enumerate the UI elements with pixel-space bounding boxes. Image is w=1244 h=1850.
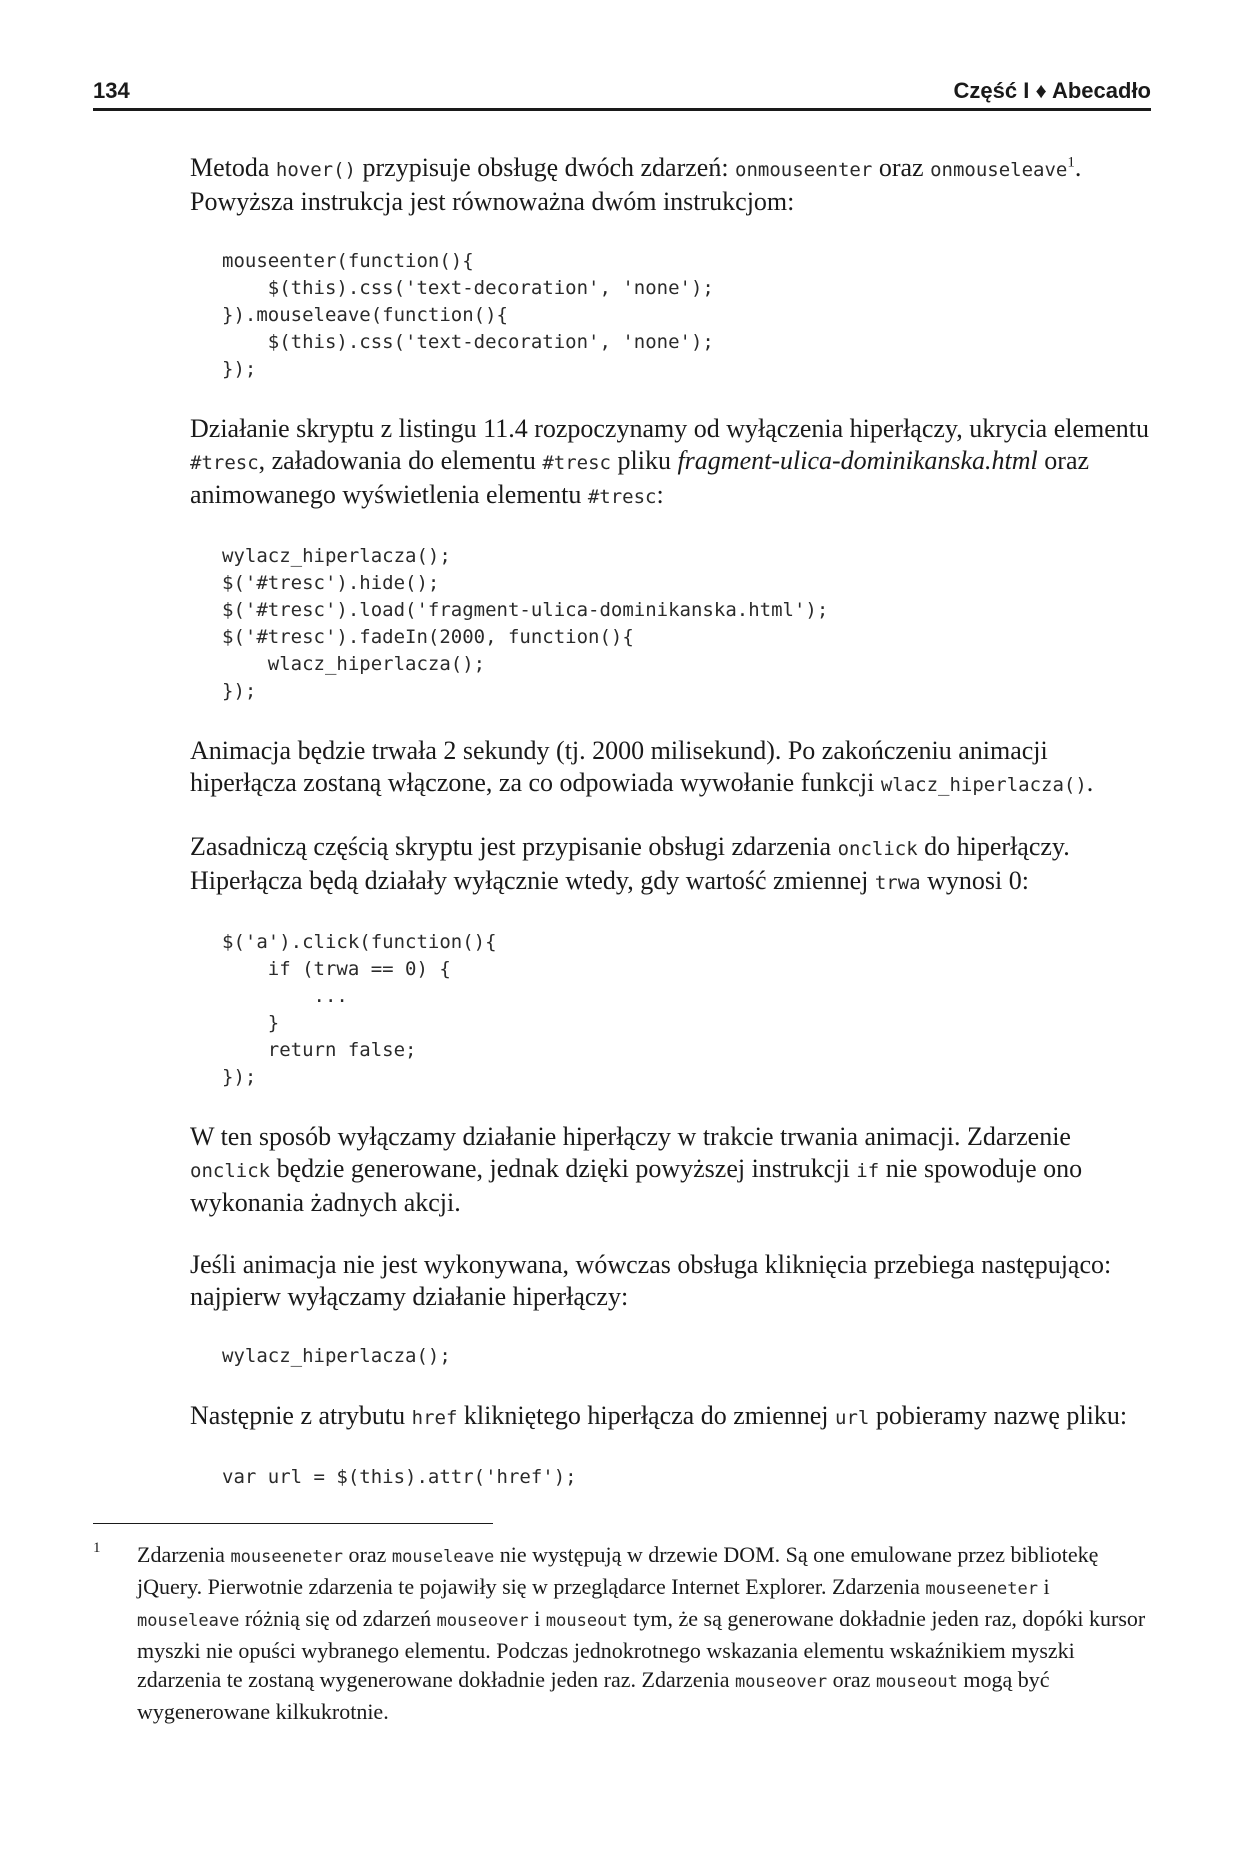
paragraph-1: Metoda hover() przypisuje obsługę dwóch zdarzeń: onmouseenter oraz onmouseleave$^1$. Powyższa instrukcja jest równoważna dwóm instrukcjom: bbox=[190, 153, 1082, 216]
code-block-1: mouseenter(function(){ $(this).css('text-decoration', 'none'); }).mouseleave(function(){ $(this).css('text-decoration', 'none'); }); bbox=[222, 250, 714, 380]
inline-code: trwa bbox=[874, 872, 921, 894]
inline-code: onclick bbox=[837, 838, 918, 860]
inline-code: onmouseenter bbox=[735, 159, 873, 181]
inline-code: onclick bbox=[190, 1160, 271, 1182]
main-content bbox=[190, 152, 1156, 1521]
page-number: 134 bbox=[93, 78, 130, 103]
inline-code: #tresc bbox=[190, 452, 259, 474]
inline-code: url bbox=[835, 1407, 870, 1429]
code-block-4: wylacz_hiperlacza(); bbox=[222, 1345, 451, 1367]
inline-code: onmouseleave bbox=[930, 159, 1068, 181]
footnote-text: Zdarzenia mouseeneter oraz mouseleave nie występują w drzewie DOM. Są one emulowane przez bibliotekę jQuery. Pierwotnie zdarzenia te pojawiły się w przeglądarce Internet Explorer. Zdarzenia mouseeneter i mouseleave różnią się od zdarzeń mouseover i mouseout tym, że są generowane dokładnie jeden raz, dopóki kursor myszki nie opuści wybranego elementu. Podczas jednokrotnego wskazania elementu wskaźnikiem myszki zdarzenia te zostaną wygenerowane dokładnie jeden raz. Zdarzenia mouseover oraz mouseout mogą być wygenerowane kilkukrotnie. bbox=[137, 1542, 1146, 1724]
paragraph-4: Zasadniczą częścią skryptu jest przypisanie obsługi zdarzenia onclick do hiperłączy. Hiperłącza będą działały wyłącznie wtedy, gdy wartość zmiennej trwa wynosi 0: bbox=[190, 832, 1070, 895]
inline-code: hover() bbox=[275, 159, 356, 181]
footnote-mark: 1 bbox=[93, 1540, 101, 1556]
paragraph-2: Działanie skryptu z listingu 11.4 rozpoczynamy od wyłączenia hiperłączy, ukrycia elementu #tresc, załadowania do elementu #tresc pliku fragment-ulica-dominikanska.html oraz animowanego wyświetlenia elementu #tresc: bbox=[190, 414, 1149, 509]
code-block-3: $('a').click(function(){ if (trwa == 0) { ... } return false; }); bbox=[222, 931, 497, 1088]
file-name: fragment-ulica-dominikanska.html bbox=[677, 446, 1038, 475]
code-block-5: var url = $(this).attr('href'); bbox=[222, 1466, 577, 1488]
footnote-ref: 1 bbox=[1067, 154, 1075, 171]
inline-code: href bbox=[411, 1407, 458, 1429]
footnote-rule bbox=[93, 1523, 493, 1524]
code-block-2: wylacz_hiperlacza(); $('#tresc').hide(); $('#tresc').load('fragment-ulica-dominikanska.html'); $('#tresc').fadeIn(2000, function(){ wlacz_hiperlacza(); }); bbox=[222, 545, 829, 702]
paragraph-3: Animacja będzie trwała 2 sekundy (tj. 2000 milisekund). Po zakończeniu animacji hiperłącza zostaną włączone, za co odpowiada wywołanie funkcji wlacz_hiperlacza(). bbox=[190, 736, 1094, 797]
running-header bbox=[93, 78, 1151, 106]
paragraph-6: Jeśli animacja nie jest wykonywana, wówczas obsługa kliknięcia przebiega następująco: najpierw wyłączamy działanie hiperłączy: bbox=[190, 1250, 1112, 1311]
header-rule bbox=[93, 108, 1151, 111]
inline-code: #tresc bbox=[542, 452, 611, 474]
section-title: Część I ♦ Abecadło bbox=[953, 78, 1151, 103]
inline-code: #tresc bbox=[587, 486, 657, 508]
footnote bbox=[93, 1540, 1151, 1726]
paragraph-7: Następnie z atrybutu href klikniętego hiperłącza do zmiennej url pobieramy nazwę pliku: bbox=[190, 1401, 1128, 1430]
inline-code: if bbox=[856, 1160, 880, 1182]
paragraph-5: W ten sposób wyłączamy działanie hiperłączy w trakcie trwania animacji. Zdarzenie onclick będzie generowane, jednak dzięki powyższej instrukcji if nie spowoduje ono wykonania żadnych akcji. bbox=[190, 1122, 1083, 1217]
inline-code: wlacz_hiperlacza() bbox=[880, 774, 1087, 796]
